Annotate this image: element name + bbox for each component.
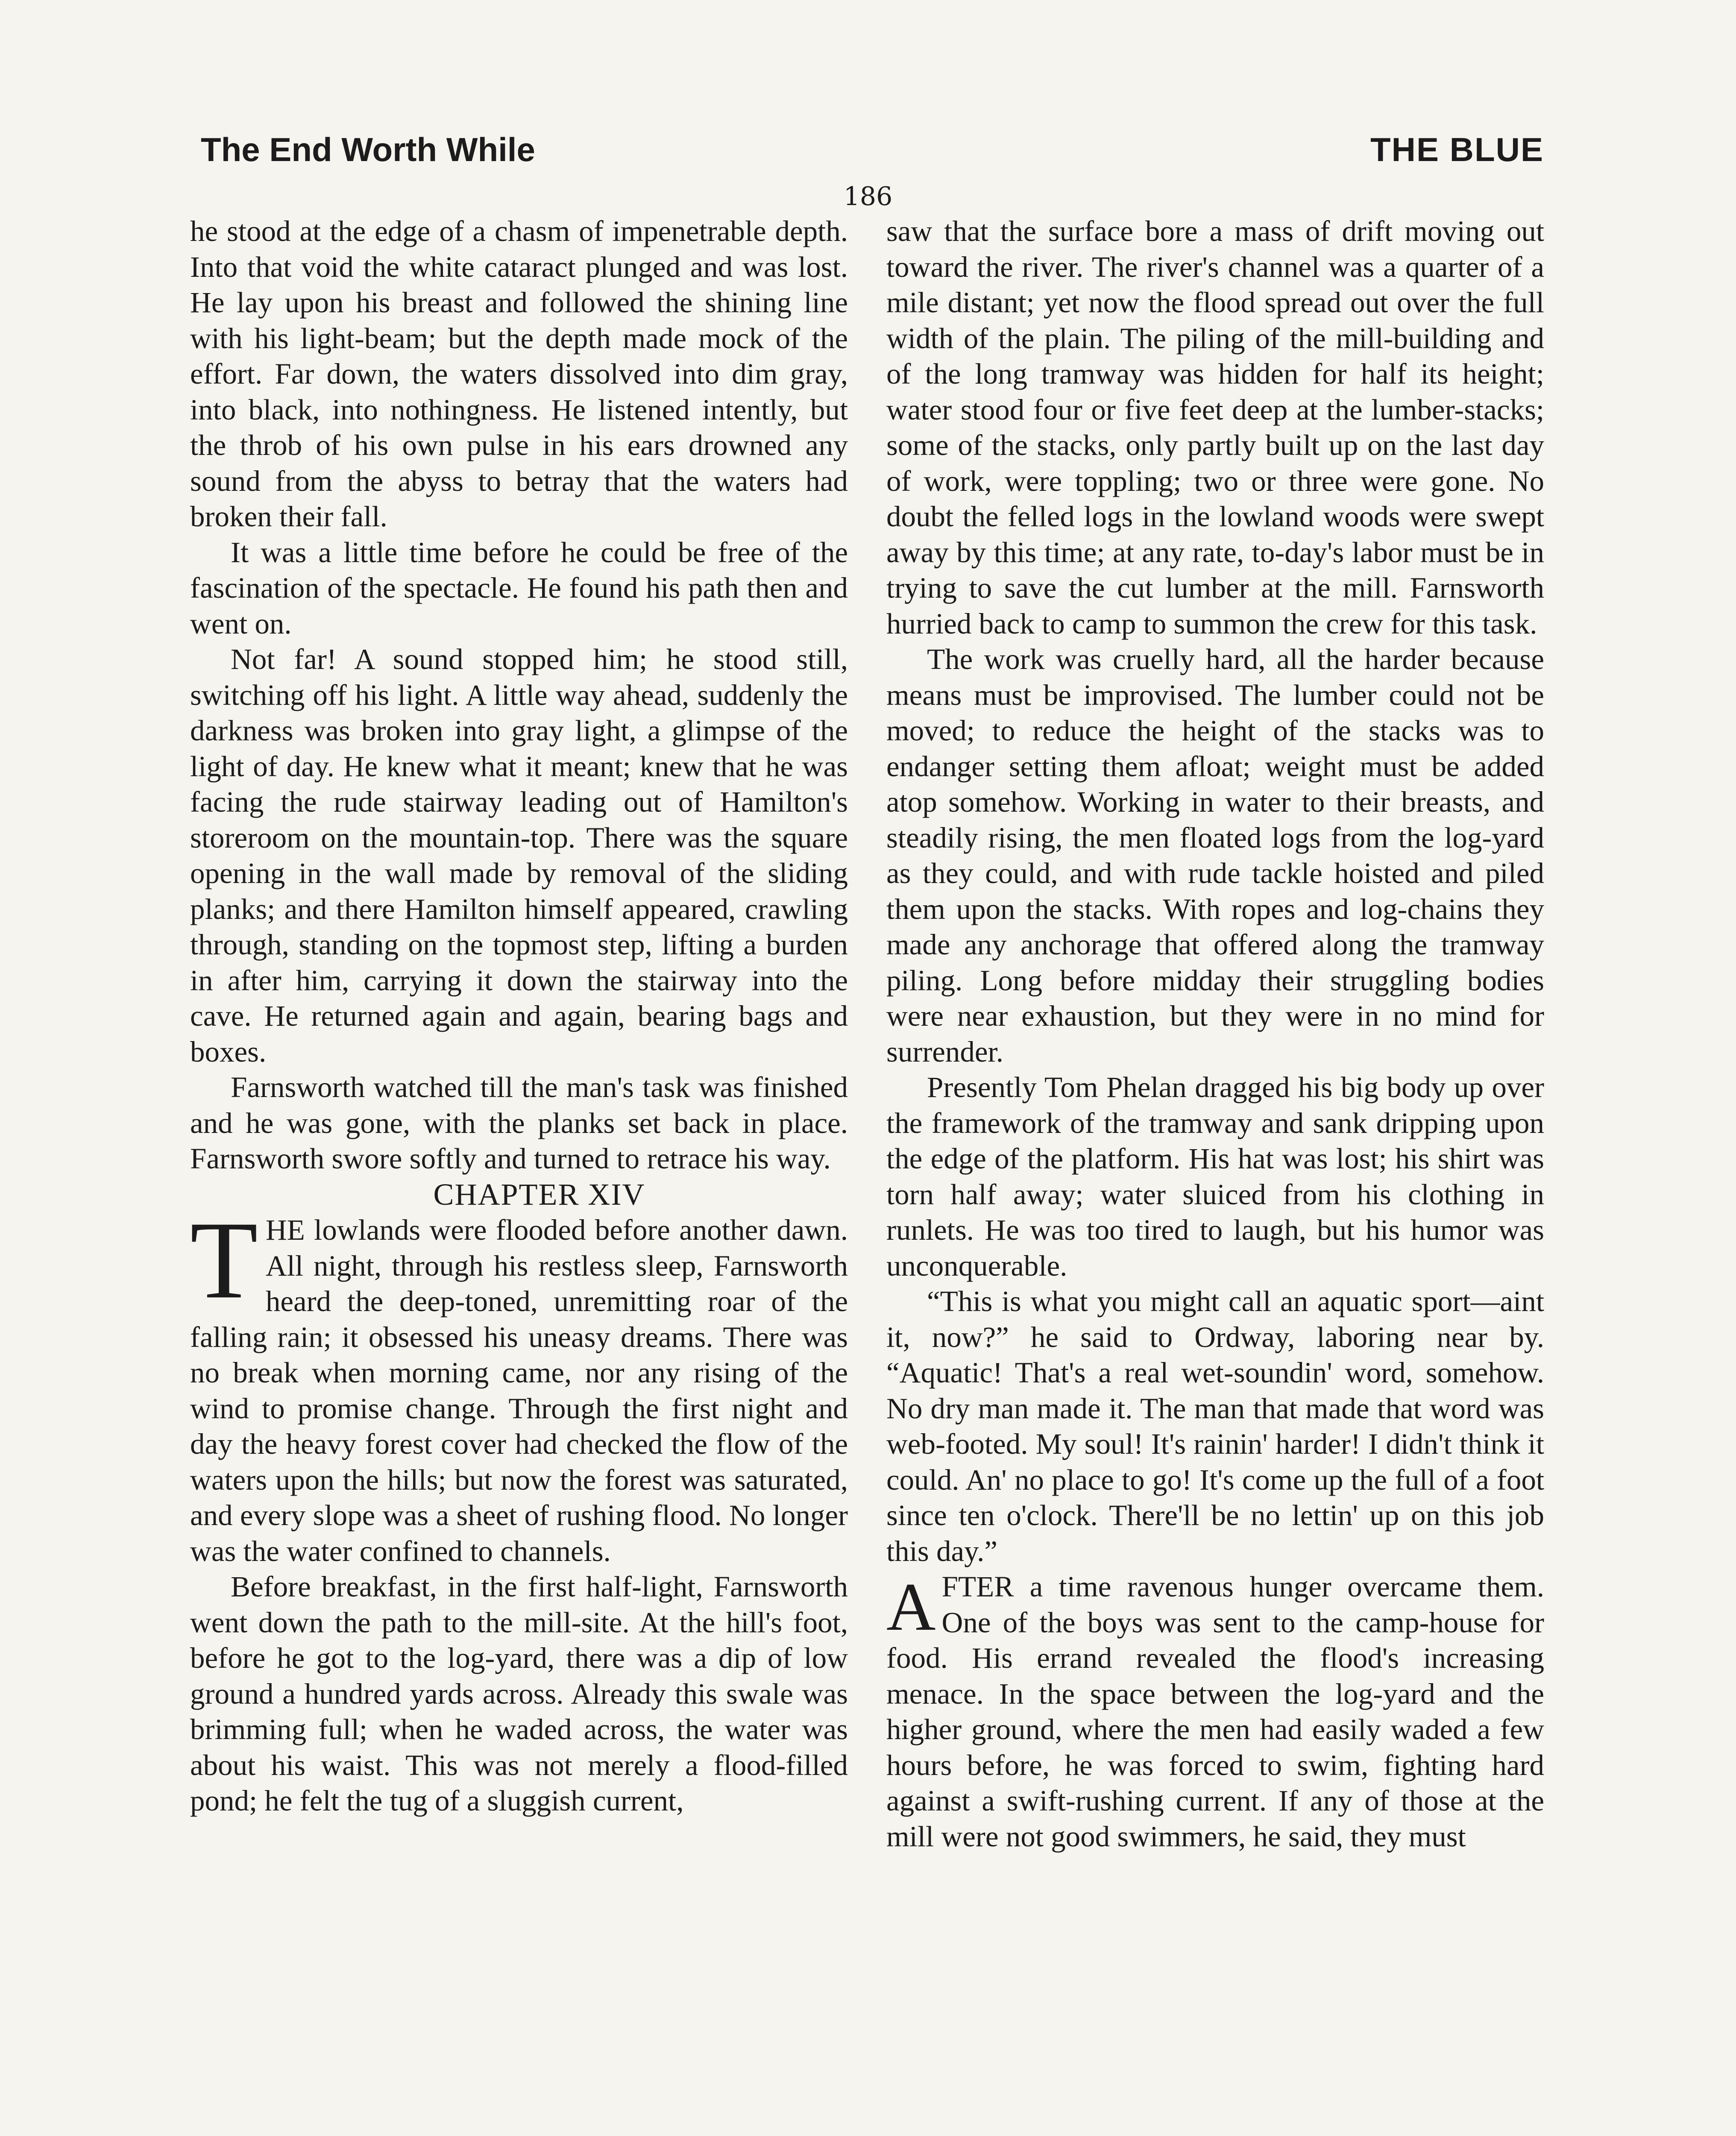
magazine-title: THE BLUE [1370, 131, 1544, 168]
paragraph: It was a little time before he could be free of the fascination of the spectacle. He found his path then and went on. [190, 536, 848, 640]
paragraph: he stood at the edge of a chasm of impenetrable depth. Into that void the white cataract plunged and was lost. He lay upon his breast and followed the shining line with his light-beam; but the depth made mock of the effort. Far down, the waters dissolved into dim gray, into black, into nothingness. He listened intently, but the throb of his own pulse in his ears drowned any sound from the abyss to betray that the waters had broken their fall. [190, 215, 848, 533]
paragraph-text: HE lowlands were flooded before another dawn. All night, through his restless sleep, Farnsworth heard the deep-toned, unremitting roar of the falling rain; it obsessed his uneasy dreams. There was no break when morning came, nor any rising of the wind to promise change. Through the first night and day the heavy forest cover had checked the flow of the waters upon the hills; but now the forest was saturated, and every slope was a sheet of rushing flood. No longer was the water confined to channels. [190, 1214, 848, 1567]
paragraph-text: FTER a time ravenous hunger overcame them. One of the boys was sent to the camp-house for food. His errand revealed the flood's increasing menace. In the space between the log-yard and the higher ground, where the men had easily waded a few hours before, he was forced to swim, fighting hard against a swift-rushing current. If any of those at the mill were not good swimmers, he said, they must [886, 1570, 1544, 1853]
drop-cap: A [886, 1569, 936, 1645]
paragraph: Not far! A sound stopped him; he stood still, switching off his light. A little way ahead, suddenly the darkness was broken into gray light, a glimpse of the light of day. He knew what it meant; knew that he was facing the rude stairway leading out of Hamilton's storeroom on the mountain-top. There was the square opening in the wall made by removal of the sliding planks; and there Hamilton himself appeared, crawling through, standing on the topmost step, lifting a burden in after him, carrying it down the stairway into the cave. He returned again and again, bearing bags and boxes. [190, 643, 848, 1068]
paragraph: Presently Tom Phelan dragged his big body up over the framework of the tramway and sank dripping upon the edge of the platform. His hat was lost; his shirt was torn half away; water sluiced from his clothing in runlets. He was too tired to laugh, but his humor was unconquerable. [886, 1071, 1544, 1282]
paragraph: The work was cruelly hard, all the harder because means must be improvised. The lumber could not be moved; to reduce the height of the stacks was to endanger setting them afloat; weight must be added atop somehow. Working in water to their breasts, and steadily rising, the men floated logs from the log-yard as they could, and with rude tackle hoisted and piled them upon the stacks. With ropes and log-chains they made any anchorage that offered along the tramway piling. Long before midday their struggling bodies were near exhaustion, but they were in no mind for surrender. [886, 643, 1544, 1068]
paragraph: Farnsworth watched till the man's task was finished and he was gone, with the planks set back in place. Farnsworth swore softly and turned to retrace his way. [190, 1071, 848, 1175]
chapter-heading: CHAPTER XIV [433, 1177, 645, 1212]
chapter-opening-paragraph [190, 1199, 848, 1569]
left-column [190, 214, 848, 1819]
paragraph: saw that the surface bore a mass of drift moving out toward the river. The river's channel was a quarter of a mile distant; yet now the flood spread out over the full width of the plain. The piling of the mill-building and of the long tramway was hidden for half its height; water stood four or five feet deep at the lumber-stacks; some of the stacks, only partly built up on the last day of work, were toppling; two or three were gone. No doubt the felled logs in the lowland woods were swept away by this time; at any rate, to-day's labor must be in trying to save the cut lumber at the mill. Farnsworth hurried back to camp to summon the crew for this task. [886, 215, 1544, 640]
drop-cap: T [190, 1199, 258, 1322]
running-header [201, 124, 1544, 175]
right-column [886, 214, 1544, 1854]
page-number: 186 [843, 182, 893, 211]
section-opening-paragraph [886, 1569, 1544, 1854]
paragraph: “This is what you might call an aquatic sport—aint it, now?” he said to Ordway, laboring near by. “Aquatic! That's a real wet-soundin' word, somehow. No dry man made it. The man that made that word was web-footed. My soul! It's rainin' harder! I didn't think it could. An' no place to go! It's come up the full of a foot since ten o'clock. There'll be no lettin' up on this job this day.” [886, 1285, 1544, 1567]
story-title: The End Worth While [201, 131, 535, 168]
paragraph: Before breakfast, in the first half-light, Farnsworth went down the path to the mill-site. At the hill's foot, before he got to the log-yard, there was a dip of low ground a hundred yards across. Already this swale was brimming full; when he waded across, the water was about his waist. This was not merely a flood-filled pond; he felt the tug of a sluggish current, [190, 1570, 848, 1817]
